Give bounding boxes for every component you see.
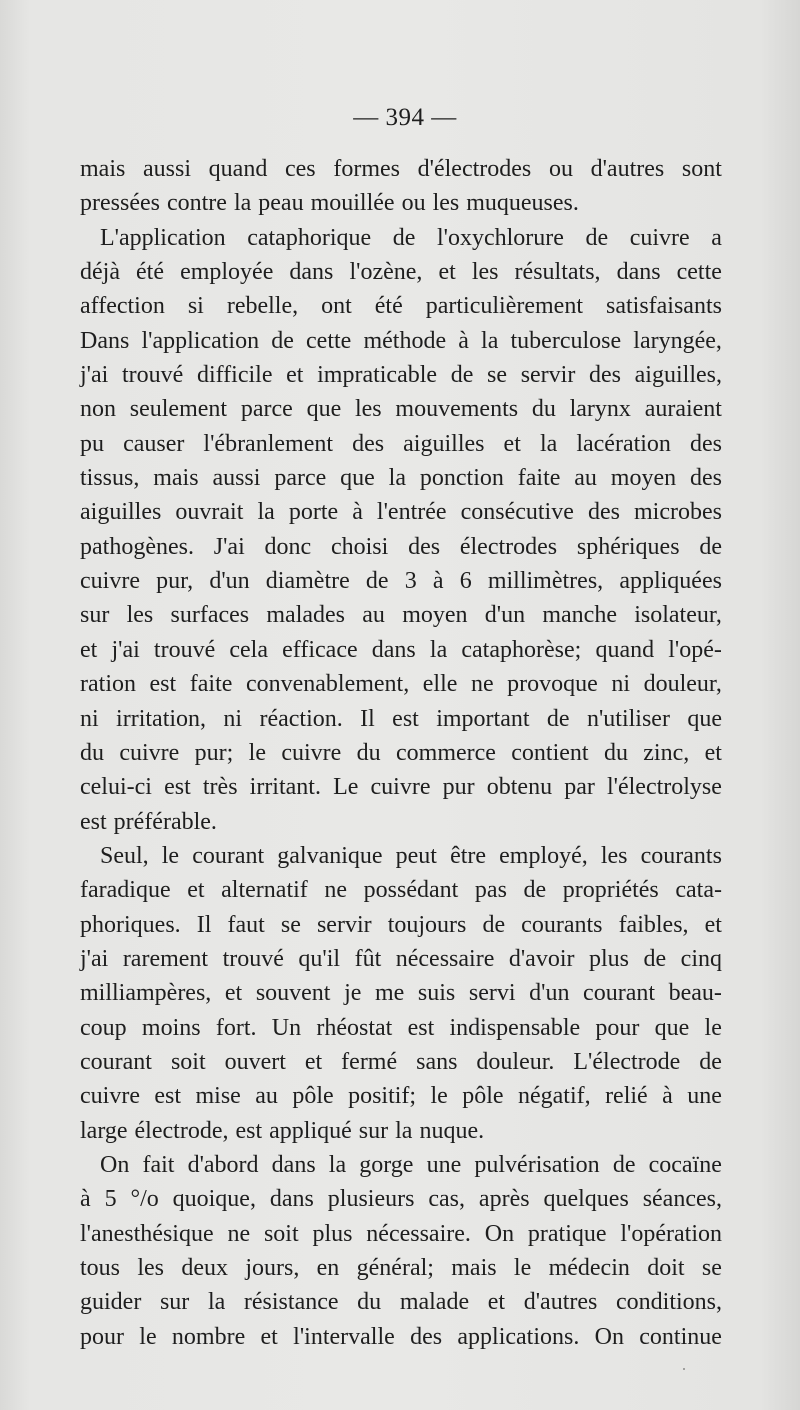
text-line: guider sur la résistance du malade et d'autres conditions, [80,1289,722,1316]
paragraph [80,1148,722,1354]
text-line: Dans l'application de cette méthode à la tuberculose laryngée, [80,327,722,354]
text-line: cuivre est mise au pôle positif; le pôle négatif, relié à une [80,1083,722,1110]
text-line: coup moins fort. Un rhéostat est indispensable pour que le [80,1014,722,1041]
text-line: ni irritation, ni réaction. Il est important de n'utiliser que [80,705,722,732]
text-line: est préférable. [80,808,217,835]
text-line: affection si rebelle, ont été particulièrement satisfaisants [80,293,722,320]
text-line: tissus, mais aussi parce que la ponction faite au moyen des [80,465,722,492]
text-line: Seul, le courant galvanique peut être employé, les courants [100,842,722,869]
text-line: j'ai trouvé difficile et impraticable de se servir des aiguilles, [80,362,722,389]
body-text [80,152,722,1354]
text-line: sur les surfaces malades au moyen d'un manche isolateur, [80,602,722,629]
text-line: du cuivre pur; le cuivre du commerce contient du zinc, et [80,739,722,766]
text-line: tous les deux jours, en général; mais le médecin doit se [80,1255,722,1281]
text-line: celui-ci est très irritant. Le cuivre pur obtenu par l'électrolyse [80,774,722,801]
text-line: faradique et alternatif ne possédant pas de propriétés cata- [80,877,722,904]
text-line: milliampères, et souvent je me suis servi d'un courant beau- [80,980,722,1007]
text-line: L'application cataphorique de l'oxychlorure de cuivre a [100,224,722,251]
text-line: cuivre pur, d'un diamètre de 3 à 6 millimètres, appliquées [80,568,722,595]
text-line: à 5 °/o quoique, dans plusieurs cas, après quelques séances, [80,1186,722,1213]
paragraph [80,839,722,1148]
text-line: large électrode, est appliqué sur la nuque. [80,1117,485,1144]
page-number: — 394 — [353,104,457,131]
text-line: déjà été employée dans l'ozène, et les résultats, dans cette [80,259,722,286]
text-line: aiguilles ouvrait la porte à l'entrée consécutive des microbes [80,499,722,526]
text-line: l'anesthésique ne soit plus nécessaire. On pratique l'opération [80,1220,722,1247]
text-line: pressées contre la peau mouillée ou les muqueuses. [80,190,579,217]
text-line: pathogènes. J'ai donc choisi des électrodes sphériques de [80,533,722,560]
paragraph [80,221,722,839]
text-line: j'ai rarement trouvé qu'il fût nécessaire d'avoir plus de cinq [80,945,722,972]
text-line: ration est faite convenablement, elle ne provoque ni douleur, [80,671,722,698]
text-line: courant soit ouvert et fermé sans douleur. L'électrode de [80,1048,722,1075]
text-line: et j'ai trouvé cela efficace dans la cataphorèse; quand l'opé- [80,636,722,663]
paragraph [80,152,722,221]
text-line: mais aussi quand ces formes d'électrodes ou d'autres sont [80,156,722,182]
text-line: pour le nombre et l'intervalle des applications. On continue [80,1323,722,1350]
text-line: On fait d'abord dans la gorge une pulvérisation de cocaïne [100,1151,722,1178]
text-line: phoriques. Il faut se servir toujours de courants faibles, et [80,911,722,938]
text-line: pu causer l'ébranlement des aiguilles et la lacération des [80,430,722,457]
speck [683,1368,685,1370]
text-line: non seulement parce que les mouvements du larynx auraient [80,396,722,423]
